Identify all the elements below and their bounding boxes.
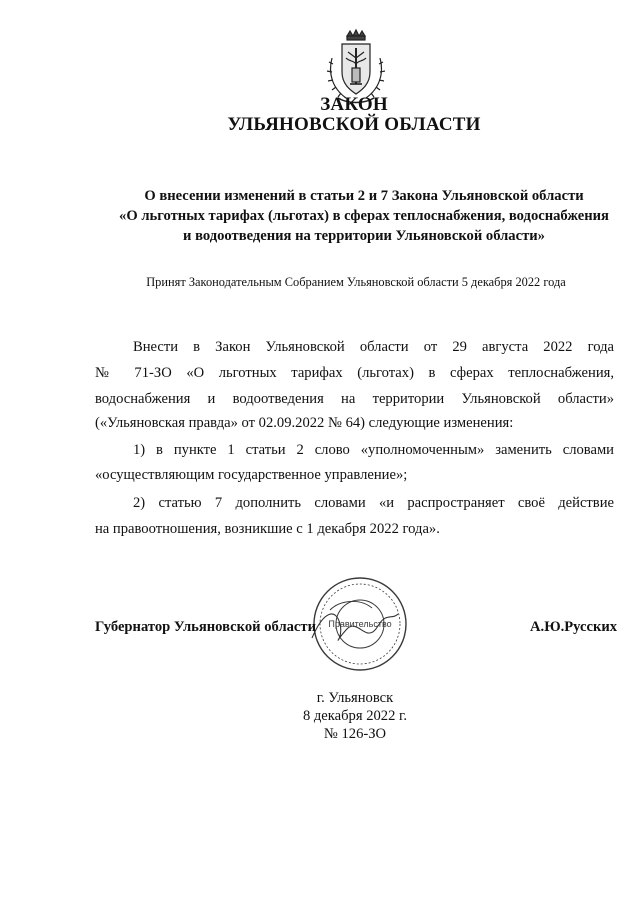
body-line-7: 2) статью 7 дополнить словами «и распространяет своё действие <box>133 495 614 511</box>
law-subject-line-2: «О льготных тарифах (льготах) в сферах теплоснабжения, водоснабжения <box>119 208 609 224</box>
body-line-8: на правоотношения, возникшие с 1 декабря 2022 года». <box>95 521 440 537</box>
body-line-1: Внести в Закон Ульяновской области от 29 августа 2022 года <box>133 339 614 355</box>
law-number: № 126-ЗО <box>323 726 387 742</box>
handwritten-signature-icon <box>300 590 420 660</box>
law-subject-line-3: и водоотведения на территории Ульяновской области» <box>183 228 545 244</box>
law-title: ЗАКОН <box>320 94 388 115</box>
city: г. Ульяновск <box>316 690 394 706</box>
law-subject-line-1: О внесении изменений в статьи 2 и 7 Закона Ульяновской области <box>144 188 584 204</box>
body-line-6: «осуществляющим государственное управление»; <box>95 467 408 483</box>
adoption-note: Принят Законодательным Собранием Ульяновской области 5 декабря 2022 года <box>146 275 566 289</box>
body-line-5: 1) в пункте 1 статьи 2 слово «уполномоченным» заменить словами <box>133 442 614 458</box>
body-line-3: водоснабжения и водоотведения на территории Ульяновской области» <box>95 391 614 407</box>
body-line-2: № 71-ЗО «О льготных тарифах (льготах) в сферах теплоснабжения, <box>95 365 614 381</box>
region-title: УЛЬЯНОВСКОЙ ОБЛАСТИ <box>227 114 481 135</box>
governor-title: Губернатор Ульяновской области <box>95 619 316 635</box>
governor-name: А.Ю.Русских <box>530 619 618 635</box>
date: 8 декабря 2022 г. <box>302 708 408 724</box>
body-line-4: («Ульяновская правда» от 02.09.2022 № 64) следующие изменения: <box>95 415 514 431</box>
stamp-label: Правительство <box>328 619 392 629</box>
